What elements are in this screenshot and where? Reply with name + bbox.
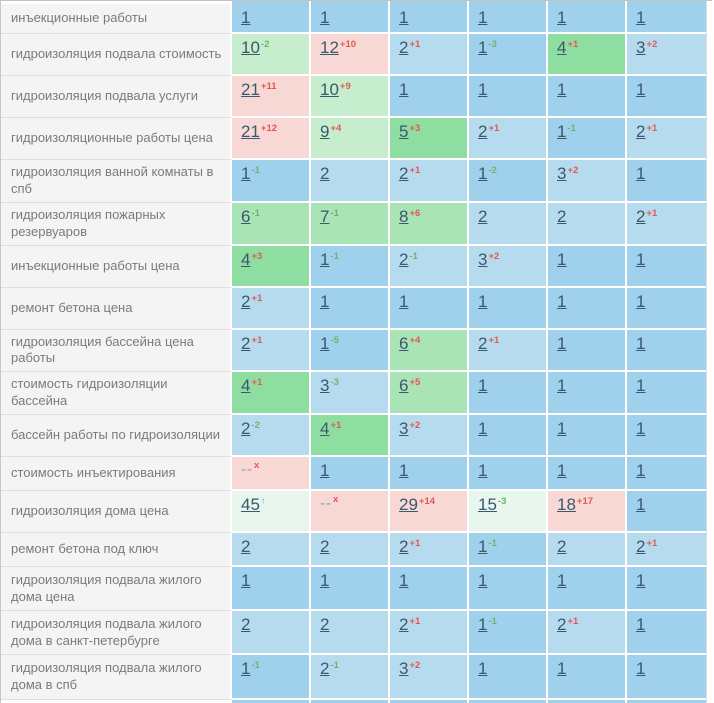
position-link[interactable]: 2 — [636, 537, 646, 557]
position-change: -1 — [488, 616, 497, 628]
position-change: +1 — [646, 123, 658, 134]
position-link[interactable]: 1 — [636, 615, 646, 635]
position-link[interactable]: 4 — [557, 38, 567, 57]
position-link[interactable]: 2 — [320, 164, 330, 183]
table-row — [1, 372, 706, 415]
position-cell — [469, 160, 548, 203]
position-change: -3 — [330, 377, 339, 389]
position-link[interactable]: 1 — [320, 291, 330, 311]
position-link[interactable]: 15 — [478, 495, 497, 515]
position-out-of-range: -- — [320, 495, 332, 513]
position-link[interactable]: 2 — [557, 615, 567, 635]
table-row — [1, 118, 706, 160]
position-cell — [469, 611, 548, 655]
position-cell — [548, 611, 627, 655]
position-cell — [627, 246, 706, 288]
position-cell — [390, 415, 469, 457]
position-cell — [627, 533, 706, 567]
position-link[interactable]: 2 — [399, 537, 409, 557]
position-link[interactable]: 2 — [241, 537, 251, 557]
position-cell — [311, 118, 390, 160]
position-cell — [311, 655, 390, 700]
position-link[interactable]: 12 — [320, 38, 339, 57]
position-cell — [548, 203, 627, 246]
position-link[interactable]: 2 — [241, 333, 251, 353]
position-link[interactable]: 1 — [636, 659, 646, 679]
position-link[interactable]: 1 — [478, 461, 488, 481]
position-change: +4 — [409, 334, 421, 346]
position-cell — [469, 246, 548, 288]
position-link[interactable]: 2 — [478, 206, 488, 226]
position-cell — [390, 160, 469, 203]
position-link[interactable]: 1 — [399, 291, 409, 311]
position-link[interactable]: 1 — [557, 376, 567, 396]
position-cell — [469, 4, 548, 34]
position-cell — [627, 611, 706, 655]
position-link[interactable]: 1 — [636, 461, 646, 481]
position-link[interactable]: 2 — [399, 38, 409, 57]
table-row — [1, 415, 706, 457]
position-cell — [548, 415, 627, 457]
table-row — [1, 203, 706, 246]
position-link[interactable]: 2 — [636, 206, 646, 226]
position-link[interactable]: 1 — [478, 80, 488, 99]
table-row — [1, 611, 706, 655]
keyword-label: гидроизоляция дома цена — [1, 491, 232, 533]
position-link[interactable]: 9 — [320, 122, 330, 141]
position-link[interactable]: 8 — [399, 206, 409, 226]
position-cell — [232, 611, 311, 655]
position-cell — [469, 34, 548, 76]
position-cell — [232, 415, 311, 457]
position-link[interactable]: 3 — [399, 659, 409, 679]
position-cell — [390, 372, 469, 415]
position-link[interactable]: 1 — [557, 122, 567, 141]
position-cell — [548, 4, 627, 34]
position-cell — [469, 118, 548, 160]
table-row — [1, 533, 706, 567]
position-change: -2 — [488, 165, 497, 176]
position-link[interactable]: 2 — [320, 537, 330, 557]
position-cell — [311, 491, 390, 533]
position-cell — [390, 655, 469, 700]
rank-table — [0, 1, 707, 703]
position-cell — [627, 203, 706, 246]
position-link[interactable]: 1 — [399, 8, 409, 27]
position-link[interactable]: 1 — [478, 571, 488, 591]
position-link[interactable]: 6 — [399, 376, 409, 396]
position-cell — [390, 76, 469, 118]
position-cell — [548, 34, 627, 76]
position-cell — [232, 533, 311, 567]
position-cell — [232, 34, 311, 76]
position-change: +9 — [339, 81, 351, 92]
position-cell — [627, 491, 706, 533]
position-cell — [232, 330, 311, 373]
position-change: -2 — [251, 420, 260, 432]
position-link[interactable]: 1 — [557, 291, 567, 311]
table-row — [1, 491, 706, 533]
position-cell — [548, 491, 627, 533]
rank-table-body — [1, 4, 706, 700]
position-link[interactable]: 1 — [636, 8, 646, 27]
position-link[interactable]: 1 — [399, 461, 409, 481]
position-link[interactable]: 1 — [241, 571, 251, 591]
position-cell — [548, 246, 627, 288]
position-dropped-icon: x — [333, 494, 339, 506]
position-cell — [311, 415, 390, 457]
position-link[interactable]: 1 — [399, 571, 409, 591]
position-change: +2 — [409, 420, 421, 432]
position-cell — [469, 415, 548, 457]
position-cell — [311, 330, 390, 373]
position-new-arrow-icon: ↑ — [260, 496, 266, 508]
position-link[interactable]: 1 — [320, 249, 330, 269]
position-cell — [232, 160, 311, 203]
position-link[interactable]: 1 — [557, 80, 567, 99]
position-change: +1 — [567, 39, 579, 50]
position-cell — [627, 415, 706, 457]
position-change: -3 — [488, 39, 497, 50]
position-cell — [548, 160, 627, 203]
position-change: +6 — [409, 207, 421, 219]
position-cell — [390, 4, 469, 34]
position-cell — [390, 533, 469, 567]
position-cell — [390, 491, 469, 533]
position-cell — [232, 246, 311, 288]
position-change: -1 — [251, 165, 260, 176]
position-link[interactable]: 3 — [636, 38, 646, 57]
position-change: +1 — [330, 420, 342, 432]
keyword-label: гидроизоляция ванной комнаты в спб — [1, 160, 232, 203]
position-cell — [627, 330, 706, 373]
position-cell — [311, 457, 390, 491]
position-cell — [311, 4, 390, 34]
position-dropped-icon: x — [254, 460, 260, 472]
position-cell — [548, 533, 627, 567]
position-link[interactable]: 2 — [636, 122, 646, 141]
position-cell — [311, 288, 390, 330]
position-link[interactable]: 21 — [241, 122, 260, 141]
position-cell — [390, 330, 469, 373]
position-change: +10 — [339, 39, 357, 50]
position-cell — [311, 160, 390, 203]
position-link[interactable]: 1 — [241, 164, 251, 183]
position-change: +1 — [567, 616, 579, 628]
position-cell — [548, 457, 627, 491]
position-change: -1 — [330, 207, 339, 219]
position-link[interactable]: 3 — [478, 249, 488, 269]
position-cell — [469, 76, 548, 118]
position-link[interactable]: 2 — [241, 291, 251, 311]
position-link[interactable]: 1 — [636, 571, 646, 591]
position-change: +4 — [330, 123, 342, 134]
position-cell — [469, 288, 548, 330]
position-cell — [469, 372, 548, 415]
table-row — [1, 34, 706, 76]
table-row — [1, 457, 706, 491]
position-cell — [469, 330, 548, 373]
position-cell — [469, 491, 548, 533]
position-cell — [232, 118, 311, 160]
position-cell — [232, 491, 311, 533]
position-cell — [390, 457, 469, 491]
position-link[interactable]: 1 — [636, 495, 646, 515]
position-cell — [548, 655, 627, 700]
position-link[interactable]: 6 — [241, 206, 251, 226]
position-link[interactable]: 2 — [557, 206, 567, 226]
position-link[interactable]: 18 — [557, 495, 576, 515]
position-cell — [232, 655, 311, 700]
position-link[interactable]: 1 — [478, 8, 488, 27]
table-row — [1, 160, 706, 203]
keyword-label: гидроизоляция подвала жилого дома цена — [1, 567, 232, 611]
keyword-label: гидроизоляция бассейна цена работы — [1, 330, 232, 373]
position-change: +2 — [488, 250, 500, 262]
position-out-of-range: -- — [241, 461, 253, 479]
position-link[interactable]: 7 — [320, 206, 330, 226]
position-cell — [311, 246, 390, 288]
keyword-label: гидроизоляция подвала жилого дома в спб — [1, 655, 232, 700]
position-link[interactable]: 1 — [557, 419, 567, 439]
position-cell — [311, 611, 390, 655]
position-link[interactable]: 2 — [478, 333, 488, 353]
position-change: +1 — [251, 292, 263, 304]
position-link[interactable]: 3 — [399, 419, 409, 439]
position-change: -1 — [409, 250, 418, 262]
position-cell — [232, 457, 311, 491]
position-link[interactable]: 10 — [241, 38, 260, 57]
position-link[interactable]: 5 — [399, 122, 409, 141]
position-link[interactable]: 1 — [320, 8, 330, 27]
position-cell — [548, 288, 627, 330]
position-link[interactable]: 1 — [478, 419, 488, 439]
position-cell — [232, 567, 311, 611]
keyword-label: стоимость гидроизоляции бассейна — [1, 372, 232, 415]
position-link[interactable]: 1 — [241, 659, 251, 679]
position-cell — [627, 76, 706, 118]
table-row — [1, 288, 706, 330]
position-link[interactable]: 1 — [636, 164, 646, 183]
position-link[interactable]: 1 — [320, 571, 330, 591]
position-cell — [311, 76, 390, 118]
position-cell — [627, 655, 706, 700]
position-change: +1 — [409, 165, 421, 176]
keyword-label: гидроизоляция подвала стоимость — [1, 34, 232, 76]
position-cell — [232, 76, 311, 118]
position-change: +2 — [567, 165, 579, 176]
position-link[interactable]: 1 — [557, 461, 567, 481]
keyword-label: инъекционные работы — [1, 4, 232, 34]
position-change: +1 — [409, 39, 421, 50]
position-cell — [548, 567, 627, 611]
position-change: +12 — [260, 123, 278, 134]
position-cell — [390, 611, 469, 655]
position-link[interactable]: 1 — [636, 291, 646, 311]
position-link[interactable]: 1 — [557, 659, 567, 679]
table-row — [1, 4, 706, 34]
position-link[interactable]: 2 — [399, 615, 409, 635]
position-link[interactable]: 4 — [241, 249, 251, 269]
position-cell — [548, 118, 627, 160]
position-cell — [627, 160, 706, 203]
position-change: +1 — [409, 616, 421, 628]
position-link[interactable]: 3 — [557, 164, 567, 183]
position-cell — [627, 372, 706, 415]
position-change: +1 — [409, 538, 421, 550]
keyword-label: гидроизоляция подвала услуги — [1, 76, 232, 118]
position-cell — [390, 567, 469, 611]
position-cell — [548, 76, 627, 118]
position-link[interactable]: 1 — [241, 8, 251, 27]
position-cell — [232, 372, 311, 415]
keyword-label: бассейн работы по гидроизоляции — [1, 415, 232, 457]
position-change: +17 — [576, 496, 594, 508]
position-change: +1 — [251, 334, 263, 346]
position-link[interactable]: 10 — [320, 80, 339, 99]
position-cell — [311, 533, 390, 567]
position-change: -1 — [567, 123, 576, 134]
position-link[interactable]: 1 — [478, 537, 488, 557]
position-cell — [548, 330, 627, 373]
position-link[interactable]: 2 — [241, 615, 251, 635]
position-link[interactable]: 1 — [478, 38, 488, 57]
position-cell — [311, 372, 390, 415]
position-change: -1 — [330, 250, 339, 262]
keyword-label: стоимость инъектирования — [1, 457, 232, 491]
position-cell — [469, 203, 548, 246]
position-change: -1 — [251, 660, 260, 672]
position-cell — [548, 372, 627, 415]
position-link[interactable]: 1 — [557, 8, 567, 27]
position-link[interactable]: 6 — [399, 333, 409, 353]
position-link[interactable]: 45 — [241, 495, 260, 515]
table-row — [1, 76, 706, 118]
position-change: +1 — [646, 538, 658, 550]
position-cell — [390, 203, 469, 246]
position-cell — [469, 655, 548, 700]
position-change: +1 — [488, 123, 500, 134]
position-link[interactable]: 1 — [478, 659, 488, 679]
table-row — [1, 246, 706, 288]
position-change: +14 — [418, 496, 436, 508]
position-link[interactable]: 1 — [557, 571, 567, 591]
position-link[interactable]: 21 — [241, 80, 260, 99]
position-cell — [311, 203, 390, 246]
position-link[interactable]: 1 — [478, 291, 488, 311]
position-link[interactable]: 1 — [399, 80, 409, 99]
position-link[interactable]: 29 — [399, 495, 418, 515]
position-cell — [232, 203, 311, 246]
position-cell — [311, 34, 390, 76]
position-cell — [390, 34, 469, 76]
position-change: +1 — [251, 377, 263, 389]
position-link[interactable]: 1 — [636, 419, 646, 439]
position-link[interactable]: 1 — [478, 164, 488, 183]
position-link[interactable]: 2 — [478, 122, 488, 141]
position-cell — [390, 118, 469, 160]
position-cell — [627, 288, 706, 330]
table-row — [1, 655, 706, 700]
keyword-label: гидроизоляционные работы цена — [1, 118, 232, 160]
position-link[interactable]: 1 — [636, 333, 646, 353]
position-link[interactable]: 4 — [320, 419, 330, 439]
position-link[interactable]: 2 — [399, 164, 409, 183]
position-change: -1 — [251, 207, 260, 219]
position-cell — [469, 567, 548, 611]
position-change: +3 — [251, 250, 263, 262]
position-link[interactable]: 1 — [478, 376, 488, 396]
position-change: -1 — [488, 538, 497, 550]
position-link[interactable]: 1 — [478, 615, 488, 635]
position-link[interactable]: 2 — [241, 419, 251, 439]
position-change: +2 — [646, 39, 658, 50]
table-row — [1, 330, 706, 373]
position-change: -3 — [497, 496, 507, 508]
position-link[interactable]: 1 — [557, 333, 567, 353]
position-change: +3 — [409, 123, 421, 134]
position-change: +1 — [488, 334, 500, 346]
position-change: -2 — [260, 39, 270, 50]
keyword-label: ремонт бетона под ключ — [1, 533, 232, 567]
position-cell — [390, 246, 469, 288]
position-cell — [232, 288, 311, 330]
position-link[interactable]: 2 — [557, 537, 567, 557]
position-change: +1 — [646, 207, 658, 219]
position-link[interactable]: 1 — [636, 249, 646, 269]
position-link[interactable]: 1 — [557, 249, 567, 269]
position-cell — [627, 118, 706, 160]
position-link[interactable]: 2 — [399, 249, 409, 269]
keyword-label: гидроизоляция подвала жилого дома в санкт-петербурге — [1, 611, 232, 655]
position-change: +5 — [409, 377, 421, 389]
keyword-label: инъекционные работы цена — [1, 246, 232, 288]
position-link[interactable]: 3 — [320, 376, 330, 396]
position-link[interactable]: 2 — [320, 659, 330, 679]
position-change: +2 — [409, 660, 421, 672]
position-change: +11 — [260, 81, 277, 92]
position-link[interactable]: 1 — [320, 333, 330, 353]
table-row — [1, 567, 706, 611]
position-cell — [469, 533, 548, 567]
position-change: -5 — [330, 334, 339, 346]
keyword-label: гидроизоляция пожарных резервуаров — [1, 203, 232, 246]
position-cell — [390, 288, 469, 330]
position-link[interactable]: 2 — [320, 615, 330, 635]
position-cell — [232, 4, 311, 34]
position-cell — [627, 457, 706, 491]
position-cell — [469, 457, 548, 491]
position-cell — [627, 34, 706, 76]
position-cell — [627, 4, 706, 34]
position-cell — [311, 567, 390, 611]
position-change: -1 — [330, 660, 339, 672]
position-link[interactable]: 1 — [636, 376, 646, 396]
position-link[interactable]: 1 — [320, 461, 330, 481]
keyword-label: ремонт бетона цена — [1, 288, 232, 330]
position-link[interactable]: 1 — [636, 80, 646, 99]
position-cell — [627, 567, 706, 611]
position-link[interactable]: 4 — [241, 376, 251, 396]
